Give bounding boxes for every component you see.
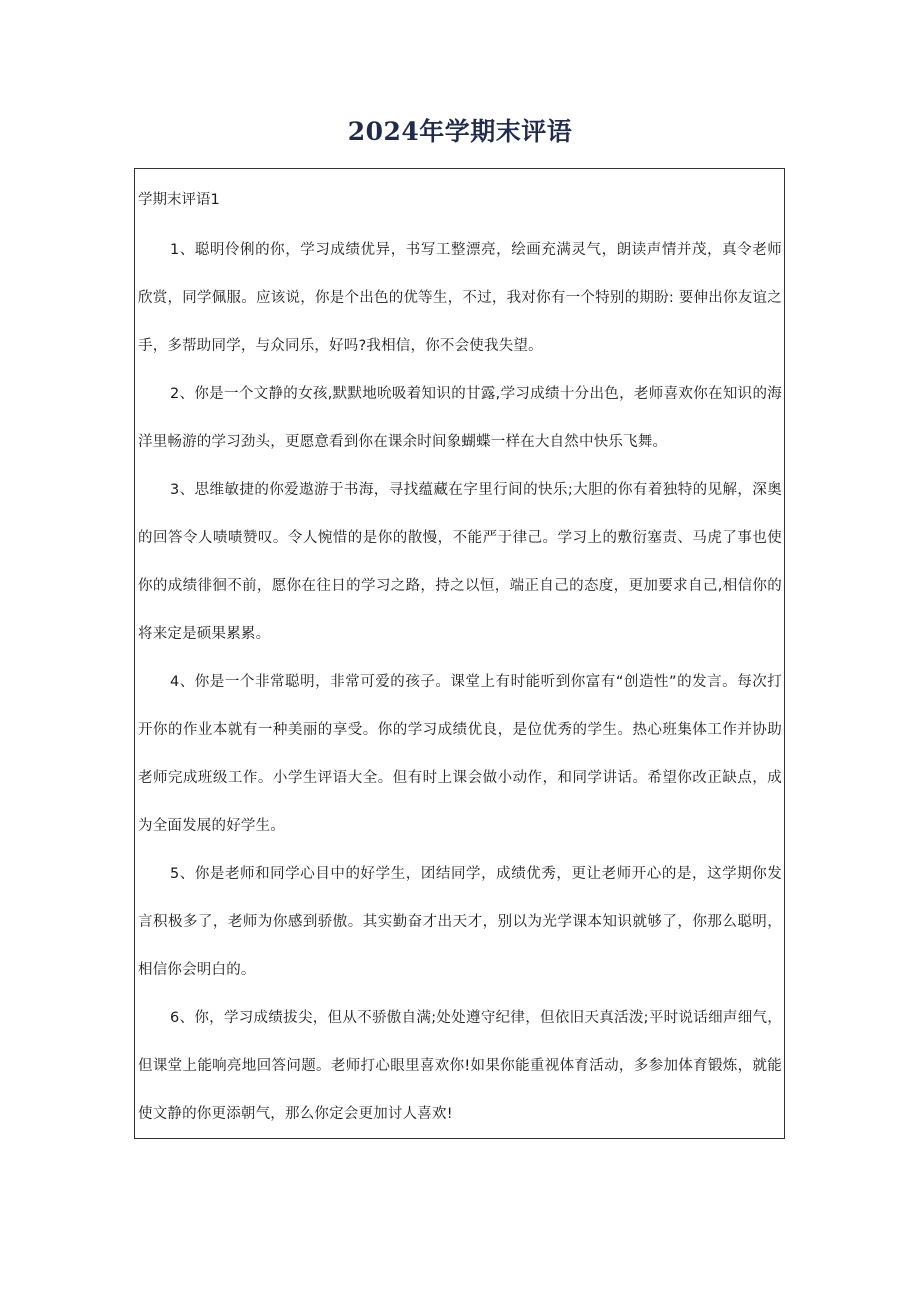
comment-paragraph-1: 1、聪明伶俐的你，学习成绩优异，书写工整漂亮，绘画充满灵气，朗读声情并茂，真令老师欣赏，同学佩服。应该说，你是个出色的优等生，不过，我对你有一个特别的期盼: 要伸出你友谊之手，多帮助同学，与众同乐，好吗?我相信，你不会使我失望。 [138, 242, 782, 354]
comments-box [134, 168, 785, 1139]
section-heading: 学期末评语1 [138, 192, 220, 208]
comment-paragraph-2: 2、你是一个文静的女孩,默默地吮吸着知识的甘露,学习成绩十分出色，老师喜欢你在知识的海洋里畅游的学习劲头，更愿意看到你在课余时间象蝴蝶一样在大自然中快乐飞舞。 [138, 386, 782, 450]
comment-paragraph-4: 4、你是一个非常聪明，非常可爱的孩子。课堂上有时能听到你富有“创造性”的发言。每次打开你的作业本就有一种美丽的享受。你的学习成绩优良，是位优秀的学生。热心班集体工作并协助老师完成班级工作。小学生评语大全。但有时上课会做小动作，和同学讲话。希望你改正缺点，成为全面发展的好学生。 [138, 674, 782, 834]
comment-paragraph-3: 3、思维敏捷的你爱遨游于书海，寻找蕴藏在字里行间的快乐;大胆的你有着独特的见解，深奥的回答令人啧啧赞叹。令人惋惜的是你的散慢，不能严于律己。学习上的敷衍塞责、马虎了事也使你的成绩徘徊不前，愿你在往日的学习之路，持之以恒，端正自己的态度，更加要求自己,相信你的将来定是硕果累累。 [138, 482, 782, 642]
page-title: 2024年学期末评语 [347, 117, 573, 146]
comment-paragraph-5: 5、你是老师和同学心目中的好学生，团结同学，成绩优秀，更让老师开心的是，这学期你发言积极多了，老师为你感到骄傲。其实勤奋才出天才，别以为光学课本知识就够了，你那么聪明，相信你会明白的。 [138, 866, 782, 978]
comment-paragraph-6: 6、你，学习成绩拔尖，但从不骄傲自满;处处遵守纪律，但依旧天真活泼;平时说话细声细气，但课堂上能响亮地回答问题。老师打心眼里喜欢你!如果你能重视体育活动，多参加体育锻炼，就能使文静的你更添朝气，那么你定会更加讨人喜欢! [138, 1010, 782, 1122]
